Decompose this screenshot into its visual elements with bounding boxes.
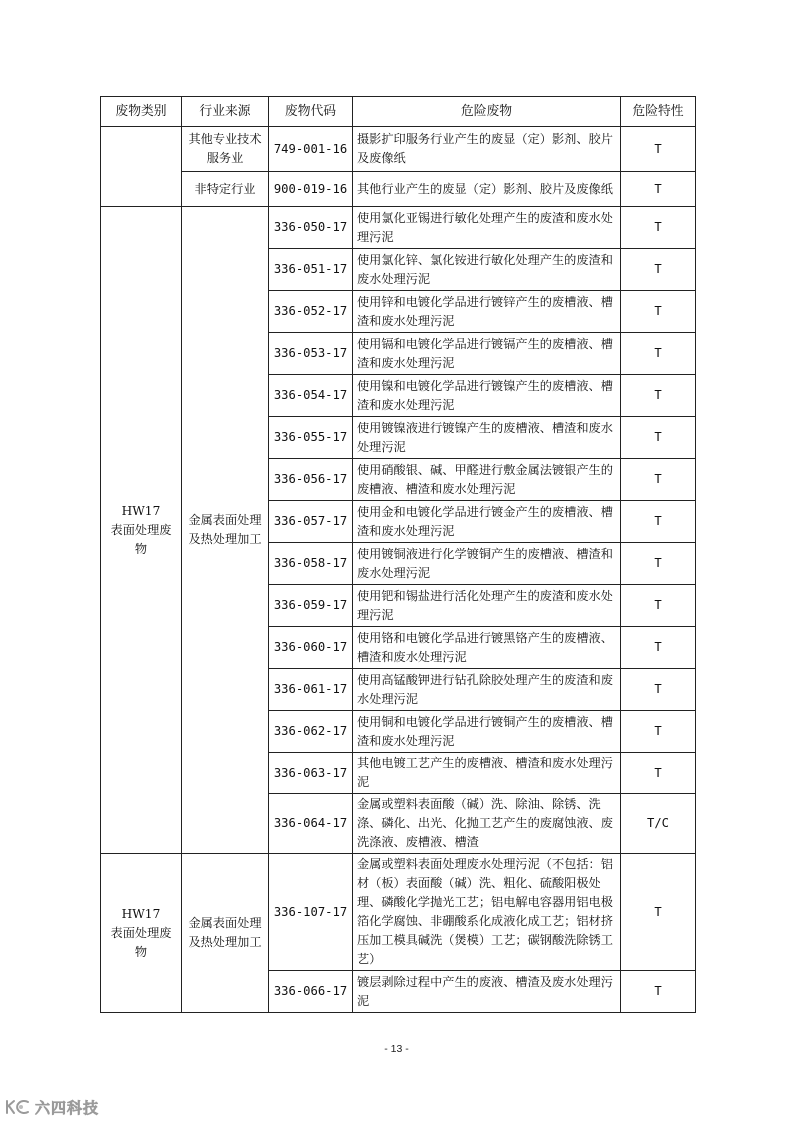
hazardous-waste-desc-cell: 使用硝酸银、碱、甲醛进行敷金属法镀银产生的废槽液、槽渣和废水处理污泥 (353, 459, 621, 501)
hazard-characteristic-cell: T/C (621, 794, 696, 854)
hazardous-waste-desc-cell: 使用镉和电镀化学品进行镀镉产生的废槽液、槽渣和废水处理污泥 (353, 333, 621, 375)
waste-code-cell: 336-057-17 (269, 501, 353, 543)
waste-code-cell: 336-051-17 (269, 249, 353, 291)
hazardous-waste-desc-cell: 使用镀铜液进行化学镀铜产生的废槽液、槽渣和废水处理污泥 (353, 543, 621, 585)
hazardous-waste-desc-cell: 使用镍和电镀化学品进行镀镍产生的废槽液、槽渣和废水处理污泥 (353, 375, 621, 417)
waste-code-cell: 336-064-17 (269, 794, 353, 854)
waste-category-cell (101, 854, 182, 1013)
waste-code-cell: 336-060-17 (269, 627, 353, 669)
hazard-characteristic-cell: T (621, 585, 696, 627)
table-header-row (101, 97, 696, 127)
hazardous-waste-desc-cell: 使用锌和电镀化学品进行镀锌产生的废槽液、槽渣和废水处理污泥 (353, 291, 621, 333)
industry-source-cell: 其他专业技术服务业 (182, 127, 269, 172)
hazardous-waste-desc-cell: 使用铬和电镀化学品进行镀黑铬产生的废槽液、槽渣和废水处理污泥 (353, 627, 621, 669)
waste-code-cell: 336-052-17 (269, 291, 353, 333)
kc-logo-icon (4, 1098, 34, 1116)
waste-code-cell: 336-107-17 (269, 854, 353, 971)
hazardous-waste-desc-cell: 其他行业产生的废显（定）影剂、胶片及废像纸 (353, 172, 621, 207)
header-hazardous-waste: 危险废物 (353, 97, 621, 127)
hazard-characteristic-cell: T (621, 971, 696, 1013)
waste-code-cell: 336-050-17 (269, 207, 353, 249)
hazard-characteristic-cell: T (621, 172, 696, 207)
hazard-characteristic-cell: T (621, 854, 696, 971)
hazard-characteristic-cell: T (621, 291, 696, 333)
header-waste-category: 废物类别 (101, 97, 182, 127)
industry-source-cell: 金属表面处理及热处理加工 (182, 207, 269, 854)
waste-code-cell: 336-061-17 (269, 669, 353, 711)
hazardous-waste-desc-cell: 使用金和电镀化学品进行镀金产生的废槽液、槽渣和废水处理污泥 (353, 501, 621, 543)
hazardous-waste-desc-cell: 使用镀镍液进行镀镍产生的废槽液、槽渣和废水处理污泥 (353, 417, 621, 459)
hazardous-waste-desc-cell: 其他电镀工艺产生的废槽液、槽渣和废水处理污泥 (353, 753, 621, 794)
hazard-characteristic-cell: T (621, 417, 696, 459)
hazard-characteristic-cell: T (621, 501, 696, 543)
watermark (4, 1096, 99, 1118)
hazard-characteristic-cell: T (621, 543, 696, 585)
hazard-characteristic-cell: T (621, 459, 696, 501)
hazardous-waste-desc-cell: 金属或塑料表面处理废水处理污泥（不包括：铝材（板）表面酸（碱）洗、粗化、硫酸阳极处理、磷酸化学抛光工艺；铝电解电容器用铝电极箔化学腐蚀、非硼酸系化成液化成工艺；铝材挤压加工模具碱洗（煲模）工艺；碳钢酸洗除锈工艺） (353, 854, 621, 971)
waste-code-cell: 900-019-16 (269, 172, 353, 207)
hazard-characteristic-cell: T (621, 127, 696, 172)
waste-code-cell: 336-056-17 (269, 459, 353, 501)
hazard-characteristic-cell: T (621, 669, 696, 711)
hazard-characteristic-cell: T (621, 753, 696, 794)
waste-code-cell: 336-055-17 (269, 417, 353, 459)
waste-code-cell: 749-001-16 (269, 127, 353, 172)
hazardous-waste-desc-cell: 使用氯化锌、氯化铵进行敏化处理产生的废渣和废水处理污泥 (353, 249, 621, 291)
table-row (101, 172, 696, 207)
hazard-characteristic-cell: T (621, 711, 696, 753)
waste-category-cell (101, 207, 182, 854)
industry-source-cell: 金属表面处理及热处理加工 (182, 854, 269, 1013)
waste-category-cell (101, 127, 182, 207)
hazard-characteristic-cell: T (621, 249, 696, 291)
hazardous-waste-desc-cell: 使用铜和电镀化学品进行镀铜产生的废槽液、槽渣和废水处理污泥 (353, 711, 621, 753)
industry-source-cell: 非特定行业 (182, 172, 269, 207)
header-industry-source: 行业来源 (182, 97, 269, 127)
hazardous-waste-desc-cell: 使用氯化亚锡进行敏化处理产生的废渣和废水处理污泥 (353, 207, 621, 249)
table-row (101, 127, 696, 172)
hazardous-waste-table (100, 96, 696, 1013)
hazard-characteristic-cell: T (621, 207, 696, 249)
waste-code-cell: 336-054-17 (269, 375, 353, 417)
hazardous-waste-desc-cell: 镀层剥除过程中产生的废液、槽渣及废水处理污泥 (353, 971, 621, 1013)
watermark-text: 六四科技 (35, 1098, 100, 1117)
table-row (101, 207, 696, 249)
waste-code-cell: 336-062-17 (269, 711, 353, 753)
waste-code-cell: 336-063-17 (269, 753, 353, 794)
waste-code-cell: 336-059-17 (269, 585, 353, 627)
category-name: 表面处理废物 (110, 925, 172, 959)
hazardous-waste-desc-cell: 摄影扩印服务行业产生的废显（定）影剂、胶片及废像纸 (353, 127, 621, 172)
header-waste-code: 废物代码 (269, 97, 353, 127)
header-hazard-characteristic: 危险特性 (621, 97, 696, 127)
hazard-characteristic-cell: T (621, 333, 696, 375)
table-row (101, 854, 696, 971)
waste-code-cell: 336-053-17 (269, 333, 353, 375)
page-number: - 13 - (384, 1043, 409, 1055)
category-name: 表面处理废物 (110, 522, 172, 556)
hazard-characteristic-cell: T (621, 627, 696, 669)
waste-code-cell: 336-058-17 (269, 543, 353, 585)
hazardous-waste-desc-cell: 金属或塑料表面酸（碱）洗、除油、除锈、洗涤、磷化、出光、化抛工艺产生的废腐蚀液、废洗涤液、废槽液、槽渣 (353, 794, 621, 854)
hazardous-waste-desc-cell: 使用钯和锡盐进行活化处理产生的废渣和废水处理污泥 (353, 585, 621, 627)
hazardous-waste-desc-cell: 使用高锰酸钾进行钻孔除胶处理产生的废渣和废水处理污泥 (353, 669, 621, 711)
hazard-characteristic-cell: T (621, 375, 696, 417)
waste-code-cell: 336-066-17 (269, 971, 353, 1013)
category-code: HW17 (121, 906, 161, 921)
category-code: HW17 (121, 503, 161, 518)
